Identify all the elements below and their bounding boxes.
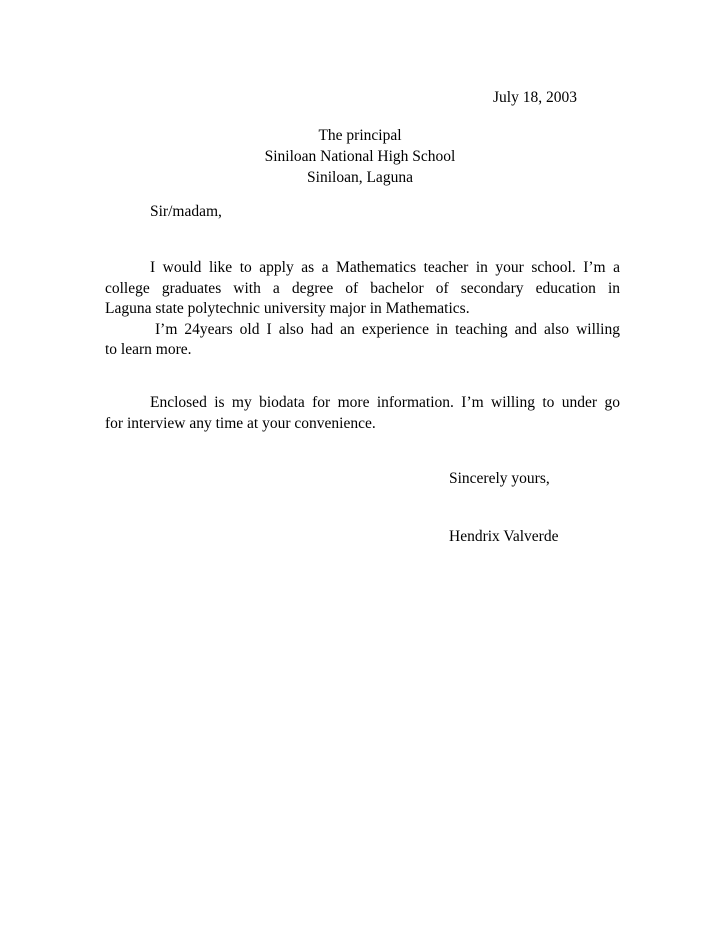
paragraph-line: I’m 24years old I also had an experience in teaching and also willing	[155, 320, 620, 338]
recipient-location: Siniloan, Laguna	[307, 169, 413, 186]
signature-name: Hendrix Valverde	[449, 528, 559, 545]
paragraph-line: to learn more.	[105, 341, 192, 358]
recipient-title: The principal	[318, 127, 402, 144]
body-paragraph-1	[105, 258, 620, 361]
recipient-school: Siniloan National High School	[264, 148, 456, 165]
paragraph-line: I would like to apply as a Mathematics teacher in your school. I’m a	[150, 259, 620, 276]
paragraph-line: Enclosed is my biodata for more information. I’m willing to under go	[150, 394, 620, 411]
salutation: Sir/madam,	[150, 203, 222, 220]
paragraph-line: for interview any time at your convenience.	[105, 414, 376, 432]
closing: Sincerely yours,	[449, 470, 550, 487]
paragraph-line: college graduates with a degree of bachelor of secondary education in	[105, 279, 620, 297]
body-paragraph-2	[105, 393, 620, 434]
paragraph-line: Laguna state polytechnic university major in Mathematics.	[105, 300, 470, 317]
letter-date: July 18, 2003	[493, 89, 577, 106]
